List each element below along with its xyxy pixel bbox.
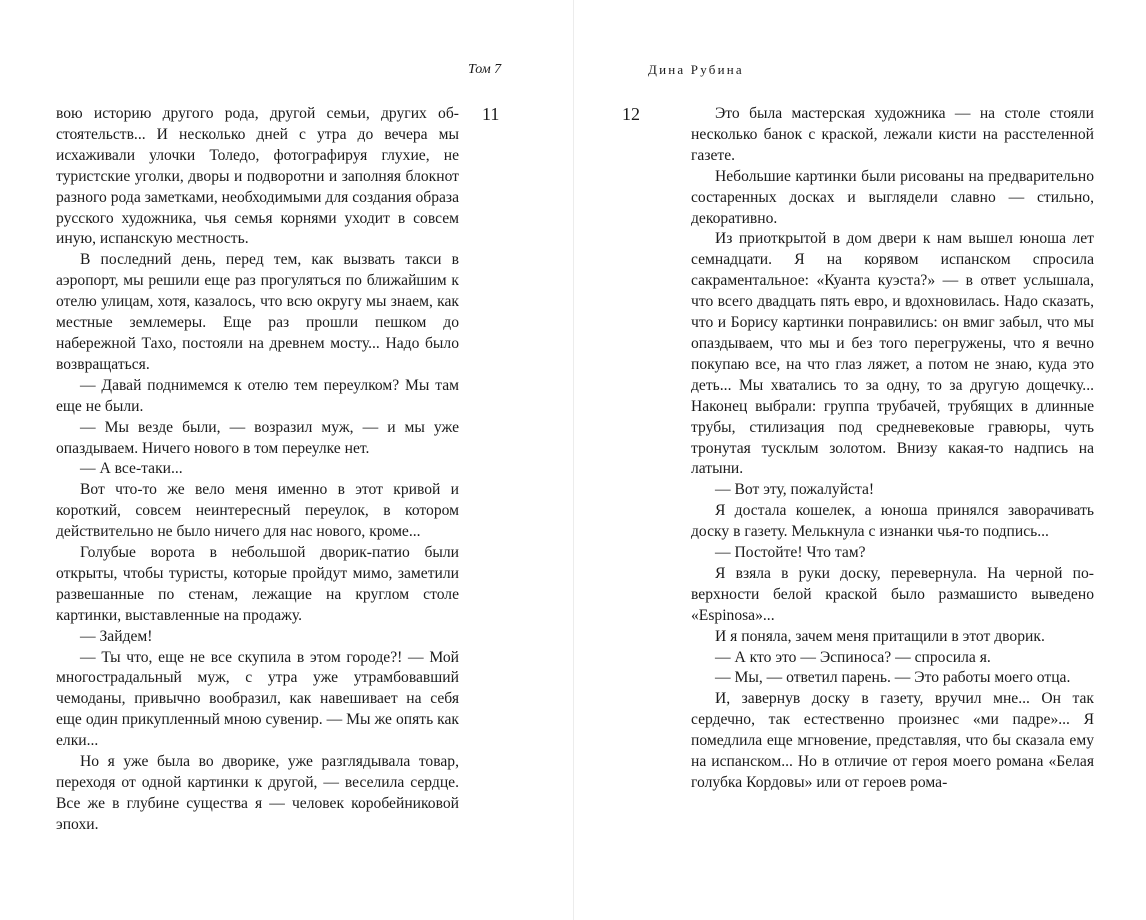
paragraph: Это была мастерская художника — на столе стояли несколько банок с краской, лежали кисти на расстеленной газете. — [691, 105, 1094, 164]
dialogue-line: — Зайдем! — [80, 627, 153, 645]
running-head-author: Дина Рубина — [648, 62, 744, 77]
paragraph: В последний день, перед тем, как вызвать такси в аэропорт, мы решили еще раз прогуляться по ближайшим к отелю улицам, хотя, казалось, что всю округу мы знаем, как местные землемеры. Еще раз прошли пешком до набережной Тахо, постояли на древнем мосту... Надо было возвращаться. — [56, 251, 459, 373]
paragraph: Вот что-то же вело меня именно в этот кривой и короткий, совсем неинтересный переулок, в котором действительно не было ничего для нас нового, кроме... — [56, 481, 459, 541]
paragraph: Но я уже была во дворике, уже разглядывала товар, переходя от одной картинки к другой, — веселила сердце. Все же в глубине существа я — человек коробейниковой эпохи. — [56, 753, 459, 833]
dialogue-line: — А все-таки... — [80, 460, 183, 478]
body-text — [56, 104, 459, 836]
dialogue-line: — А кто это — Эспиноса? — спросила я. — [715, 648, 991, 666]
paragraph: Небольшие картинки были рисованы на предварительно состаренных досках и выглядели славно — стильно, декоративно. — [691, 167, 1094, 227]
right-page — [574, 0, 1146, 920]
paragraph: Голубые ворота в небольшой дворик-патио были открыты, чтобы туристы, которые пройдут мимо, заметили развешанные по стенам, лежащие на круглом столе картинки, выставленные на продажу. — [56, 544, 459, 624]
paragraph: Я взяла в руки доску, перевернула. На черной поверхности белой краской было размашисто выведено «Espinosa»... — [691, 564, 1094, 624]
body-text — [691, 104, 1094, 794]
dialogue-line: — Ты что, еще не все скупила в этом городе?! — Мой многострадальный муж, с утра уже утрамбовавший чемоданы, привычно вообразил, как навешивает на себя еще один прикупленный мною сувенир. — Мы же опять как елки... — [56, 648, 459, 750]
page-number: 11 — [482, 104, 500, 124]
dialogue-line: — Давай поднимемся к отелю тем переулком? Мы там еще не были. — [56, 376, 459, 415]
page-number: 12 — [622, 104, 640, 124]
paragraph: вою историю другого рода, другой семьи, других обстоятельств... И несколько дней с утра до вечера мы исхаживали улочки Толедо, фотографируя глухие, не туристские уголки, дворы и подворотни и заполняя блокнот разного рода заметками, необходимыми для создания образа русского художника, чья семья корнями уходит в совсем иную, испанскую местность. — [56, 105, 459, 248]
dialogue-line: — Мы везде были, — возразил муж, — и мы уже опаздываем. Ничего нового в том переулке нет. — [56, 418, 459, 457]
paragraph: Я достала кошелек, а юноша принялся заворачивать доску в газету. Мелькнула с изнанки чья-то подпись... — [691, 502, 1094, 541]
running-head-volume: Том 7 — [468, 62, 502, 77]
paragraph: И я поняла, зачем меня притащили в этот дворик. — [715, 627, 1045, 645]
dialogue-line: — Постойте! Что там? — [715, 544, 866, 562]
dialogue-line: — Вот эту, пожалуйста! — [715, 481, 875, 499]
paragraph: Из приоткрытой в дом двери к нам вышел юноша лет семнадцати. Я на корявом испанском спросила сакраментальное: «Куанта куэста?» — в ответ услышала, что всего двадцать пять евро, и вдохновилась. Надо сказать, что и Борису картинки понравились: он вмиг забыл, что мы опаздываем, что мы и без того перегружены, что я вечно покупаю все, на что глаз ляжет, а потом не знаю, куда это деть... Мы хватались то за одну, то за другую дощечку... Наконец выбрали: группа трубачей, трубящих в длинные трубы, стилизация под средневековые гравюры, чуть тронутая тусклым золотом. Внизу какая-то надпись на латыни. — [691, 230, 1094, 478]
dialogue-line: — Мы, — ответил парень. — Это работы моего отца. — [715, 669, 1071, 687]
paragraph: И, завернув доску в газету, вручил мне... Он так сердечно, так естественно произнес «ми падре»... Я помедлила еще мгновение, представляя, что бы сказала ему на испанском... Но в отличие от героя моего романа «Белая голубка Кордовы» или от героев рома- — [691, 690, 1094, 791]
